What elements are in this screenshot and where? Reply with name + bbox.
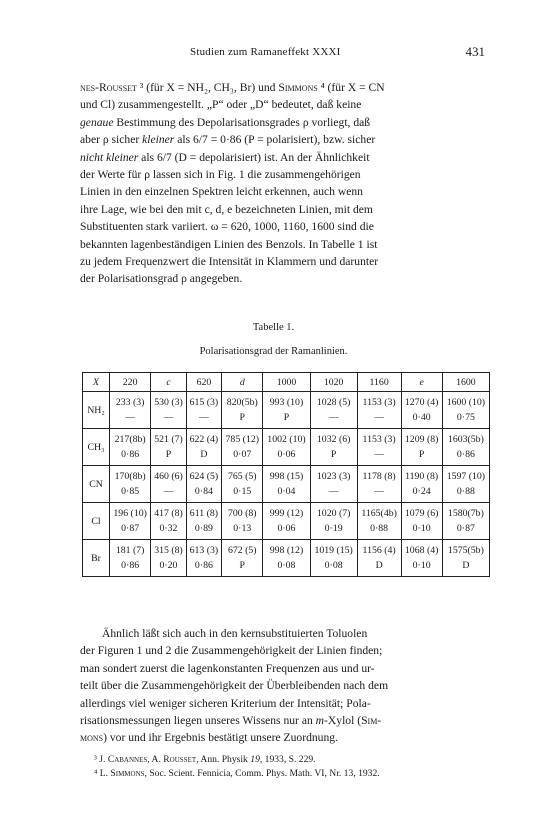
text-line: bekannten lagenbeständigen Linien des Benzols. In Tabelle 1 ist xyxy=(80,237,378,251)
polarization-table xyxy=(82,372,490,577)
depolarization-value: — xyxy=(125,412,136,423)
text: -Xylol ( xyxy=(324,714,362,728)
table-cell xyxy=(442,503,489,540)
text-line: der Polarisationsgrad ρ angegeben. xyxy=(80,272,243,286)
depolarization-value: — xyxy=(163,486,174,497)
frequency-intensity: 217(8b) xyxy=(114,434,146,445)
table-cell xyxy=(222,392,263,429)
depolarization-value: D xyxy=(462,560,470,571)
frequency-intensity: 611 (8) xyxy=(189,508,219,519)
frequency-intensity: 1153 (3) xyxy=(362,434,396,445)
table-cell xyxy=(151,540,186,577)
table-cell xyxy=(310,540,357,577)
depolarization-value: 0·13 xyxy=(233,523,252,534)
column-header: 1020 xyxy=(310,373,357,392)
column-header: 1600 xyxy=(442,373,489,392)
text: ⁴ (für X = CN xyxy=(317,81,385,94)
depolarization-value: 0·86 xyxy=(121,560,140,571)
table-cell xyxy=(401,466,442,503)
text: ³ (für X = NH₂, CH₃, Br) und xyxy=(136,81,279,94)
footnote-4: ⁴ L. Simmons, Soc. Scient. Fennicia, Comm. Phys. Math. VI, Nr. 13, 1932. xyxy=(94,768,380,779)
frequency-intensity: 1068 (4) xyxy=(404,545,439,556)
table-cell xyxy=(357,540,401,577)
table-cell xyxy=(222,540,263,577)
column-header: 220 xyxy=(110,373,151,392)
table-row xyxy=(83,429,490,466)
frequency-intensity: 1600 (10) xyxy=(446,397,486,408)
table-cell xyxy=(186,392,221,429)
table-cell xyxy=(263,466,310,503)
row-label: NH₂ xyxy=(83,392,110,429)
table-cell xyxy=(357,503,401,540)
frequency-intensity: 998 (12) xyxy=(269,545,304,556)
table-cell xyxy=(110,429,151,466)
depolarization-value: 0·15 xyxy=(233,486,252,497)
text-line: Ähnlich läßt sich auch in den kernsubstituierten Toluolen xyxy=(102,627,368,640)
page-number: 431 xyxy=(465,44,485,59)
table-cell xyxy=(310,466,357,503)
depolarization-value: 0·08 xyxy=(277,560,296,571)
author-name: nes-Rousset xyxy=(80,81,137,94)
row-label: Br xyxy=(83,540,110,577)
depolarization-value: 0·86 xyxy=(121,449,140,460)
footnote-3: ³ J. Cabannes, A. Rousset, Ann. Physik 19, 1933, S. 229. xyxy=(94,754,316,765)
table-cell xyxy=(186,466,221,503)
frequency-intensity: 615 (3) xyxy=(189,397,219,408)
table-cell xyxy=(151,466,186,503)
frequency-intensity: 233 (3) xyxy=(115,397,145,408)
column-header: c xyxy=(151,373,186,392)
running-title: Studien zum Ramaneffekt XXXI xyxy=(190,46,341,58)
row-label: Cl xyxy=(83,503,110,540)
table-row xyxy=(83,503,490,540)
conclusion-paragraph xyxy=(80,625,486,747)
depolarization-value: — xyxy=(374,412,384,423)
footnotes xyxy=(80,753,486,781)
frequency-intensity: 624 (5) xyxy=(189,471,219,482)
depolarization-value: 0·24 xyxy=(412,486,431,497)
depolarization-value: 0·20 xyxy=(159,560,178,571)
table-cell xyxy=(401,392,442,429)
frequency-intensity: 700 (8) xyxy=(227,508,257,519)
depolarization-value: 0·10 xyxy=(412,560,431,571)
table-cell xyxy=(110,503,151,540)
table-cell xyxy=(357,429,401,466)
table-cell xyxy=(186,540,221,577)
frequency-intensity: 196 (10) xyxy=(113,508,147,519)
row-label: CH₃ xyxy=(83,429,110,466)
frequency-intensity: 1190 (8) xyxy=(405,471,439,482)
table-cell xyxy=(151,429,186,466)
depolarization-value: 0·87 xyxy=(121,523,140,534)
depolarization-value: 0·06 xyxy=(277,449,296,460)
frequency-intensity: 1019 (15) xyxy=(314,545,353,556)
table-cell xyxy=(151,503,186,540)
emphasis: m xyxy=(315,714,325,728)
table-cell xyxy=(186,503,221,540)
table-cell xyxy=(401,503,442,540)
table-header-row xyxy=(83,373,490,392)
text-line: ihre Lage, wie bei den mit c, d, e bezeichneten Linien, mit dem xyxy=(80,202,373,216)
depolarization-value: P xyxy=(165,449,172,460)
text-line: zu jedem Frequenzwert die Intensität in Klammern und darunter xyxy=(80,255,379,269)
table-cell xyxy=(186,429,221,466)
frequency-intensity: 1178 (8) xyxy=(362,471,396,482)
frequency-intensity: 460 (6) xyxy=(154,471,183,482)
text-line: und Cl) zusammengestellt. „P“ oder „D“ bedeutet, daß keine xyxy=(80,98,362,112)
depolarization-value: 0·06 xyxy=(277,523,296,534)
table-cell xyxy=(263,392,310,429)
text-line: der Werte für ρ lassen sich in Fig. 1 die zusammengehörigen xyxy=(80,168,361,182)
page-header xyxy=(80,46,485,62)
column-header: X xyxy=(83,373,110,392)
depolarization-value: — xyxy=(328,486,339,497)
text-line: Linien in den einzelnen Spektren leicht erkennen, auch wenn xyxy=(80,185,363,199)
frequency-intensity: 1002 (10) xyxy=(267,434,306,445)
volume-number: 19 xyxy=(250,754,260,765)
table-cell xyxy=(357,466,401,503)
text: aber ρ sicher xyxy=(80,133,143,147)
frequency-intensity: 765 (5) xyxy=(227,471,257,482)
depolarization-value: 0·08 xyxy=(324,560,343,571)
frequency-intensity: 613 (3) xyxy=(189,545,219,556)
depolarization-value: 0·85 xyxy=(121,486,140,497)
table-cell xyxy=(442,540,489,577)
frequency-intensity: 1156 (4) xyxy=(362,545,396,556)
table-cell xyxy=(310,392,357,429)
table-cell xyxy=(442,466,489,503)
author-name: Simmons xyxy=(278,81,318,94)
frequency-intensity: 1032 (6) xyxy=(316,434,351,445)
depolarization-value: — xyxy=(328,412,339,423)
depolarization-value: — xyxy=(374,449,384,460)
author-name: Sim- xyxy=(361,714,382,728)
frequency-intensity: 622 (4) xyxy=(189,434,219,445)
table-row xyxy=(83,392,490,429)
frequency-intensity: 1597 (10) xyxy=(446,471,486,482)
row-label: CN xyxy=(83,466,110,503)
depolarization-value: 0·86 xyxy=(194,560,213,571)
table-cell xyxy=(401,429,442,466)
table-cell xyxy=(263,503,310,540)
table-cell xyxy=(442,392,489,429)
table-subcaption: Polarisationsgrad der Ramanlinien. xyxy=(199,346,348,357)
table-cell xyxy=(222,503,263,540)
author-name: Cabannes xyxy=(107,754,148,765)
frequency-intensity: 1020 (7) xyxy=(316,508,351,519)
table-cell xyxy=(401,540,442,577)
frequency-intensity: 1023 (3) xyxy=(316,471,351,482)
depolarization-value: 0·40 xyxy=(412,412,431,423)
frequency-intensity: 315 (8) xyxy=(154,545,183,556)
depolarization-value: P xyxy=(239,560,245,571)
column-header: 620 xyxy=(186,373,221,392)
depolarization-value: 0·32 xyxy=(159,523,178,534)
column-header: 1160 xyxy=(357,373,401,392)
author-name: mons xyxy=(80,731,104,745)
depolarization-value: P xyxy=(418,449,425,460)
intro-paragraph xyxy=(80,79,486,288)
text-line: Substituenten stark variiert. ω = 620, 1000, 1160, 1600 sind die xyxy=(80,220,374,234)
depolarization-value: 0·88 xyxy=(370,523,389,534)
depolarization-value: D xyxy=(200,449,208,460)
table-cell xyxy=(110,466,151,503)
emphasis: genaue xyxy=(80,115,114,129)
emphasis: nicht kleiner xyxy=(80,150,139,164)
depolarization-value: 0·84 xyxy=(194,486,213,497)
table-caption: Tabelle 1. xyxy=(252,322,295,333)
depolarization-value: 0·89 xyxy=(194,523,213,534)
frequency-intensity: 672 (5) xyxy=(227,545,257,556)
depolarization-value: — xyxy=(374,486,384,497)
depolarization-value: 0·75 xyxy=(456,412,475,423)
table-cell xyxy=(222,466,263,503)
frequency-intensity: 521 (7) xyxy=(154,434,183,445)
depolarization-value: 0·86 xyxy=(456,449,475,460)
text: Bestimmung des Depolarisationsgrades ρ vorliegt, daß xyxy=(113,115,371,129)
text: ) vor und ihr Ergebnis bestätigt unsere Zuordnung. xyxy=(103,731,338,745)
frequency-intensity: 1079 (6) xyxy=(404,508,439,519)
depolarization-value: D xyxy=(375,560,383,571)
frequency-intensity: 417 (8) xyxy=(154,508,183,519)
table-cell xyxy=(151,392,186,429)
emphasis: kleiner xyxy=(142,133,175,147)
depolarization-value: 0·07 xyxy=(233,449,252,460)
frequency-intensity: 181 (7) xyxy=(115,545,145,556)
frequency-intensity: 998 (15) xyxy=(269,471,304,482)
author-name: Rousset xyxy=(163,754,197,765)
depolarization-value: — xyxy=(199,412,209,423)
text-line: allerdings viel weniger sicheren Kriterium der Intensität; Pola- xyxy=(80,696,371,710)
text: als 6/7 = 0·86 (P = polarisiert), bzw. sicher xyxy=(174,133,376,147)
table-cell xyxy=(222,429,263,466)
frequency-intensity: 1580(7b) xyxy=(447,508,484,519)
text: risationsmessungen liegen unseres Wissens nur an xyxy=(80,714,316,728)
text-line: teilt über die Zusammengehörigkeit der Überbleibenden nach dem xyxy=(80,679,389,693)
table-cell xyxy=(310,429,357,466)
table-cell xyxy=(310,503,357,540)
frequency-intensity: 1165(4b) xyxy=(361,508,397,519)
frequency-intensity: 820(5b) xyxy=(226,397,258,408)
depolarization-value: P xyxy=(330,449,337,460)
frequency-intensity: 530 (3) xyxy=(154,397,183,408)
table-cell xyxy=(357,392,401,429)
column-header: e xyxy=(401,373,442,392)
depolarization-value: 0·88 xyxy=(456,486,475,497)
depolarization-value: 0·10 xyxy=(412,523,431,534)
frequency-intensity: 1028 (5) xyxy=(316,397,351,408)
frequency-intensity: 1209 (8) xyxy=(404,434,439,445)
table-cell xyxy=(263,429,310,466)
frequency-intensity: 993 (10) xyxy=(269,397,304,408)
frequency-intensity: 1603(5b) xyxy=(447,434,484,445)
author-name: Simmons xyxy=(110,768,145,779)
table-cell xyxy=(263,540,310,577)
frequency-intensity: 999 (12) xyxy=(269,508,304,519)
depolarization-value: P xyxy=(283,412,290,423)
column-header: d xyxy=(222,373,263,392)
depolarization-value: 0·19 xyxy=(324,523,343,534)
table-cell xyxy=(442,429,489,466)
table-cell xyxy=(110,540,151,577)
text-line: der Figuren 1 und 2 die Zusammengehörigkeit der Linien finden; xyxy=(80,644,383,658)
frequency-intensity: 1153 (3) xyxy=(362,397,396,408)
frequency-intensity: 170(8b) xyxy=(114,471,146,482)
text-line: man sondert zuerst die lagenkonstanten Frequenzen aus und ur- xyxy=(80,661,375,675)
depolarization-value: 0·04 xyxy=(277,486,296,497)
frequency-intensity: 1575(5b) xyxy=(447,545,484,556)
frequency-intensity: 785 (12) xyxy=(225,434,259,445)
depolarization-value: P xyxy=(239,412,245,423)
depolarization-value: 0·87 xyxy=(456,523,475,534)
column-header: 1000 xyxy=(263,373,310,392)
table-cell xyxy=(110,392,151,429)
text: als 6/7 (D = depolarisiert) ist. An der Ähnlichkeit xyxy=(138,150,370,164)
depolarization-value: — xyxy=(163,412,174,423)
table-row xyxy=(83,466,490,503)
frequency-intensity: 1270 (4) xyxy=(404,397,439,408)
table-row xyxy=(83,540,490,577)
